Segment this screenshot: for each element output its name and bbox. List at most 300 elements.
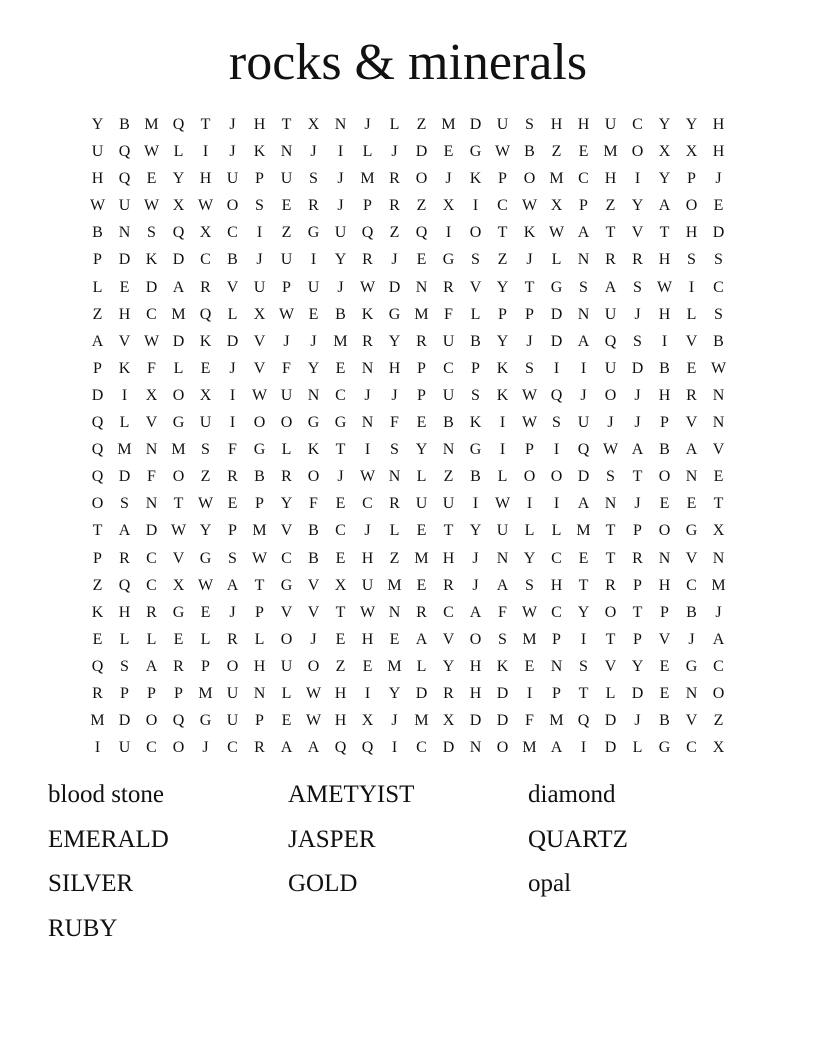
grid-letter: N xyxy=(307,386,320,404)
grid-letter: R xyxy=(362,332,373,350)
grid-letter: B xyxy=(659,359,670,377)
grid-letter: F xyxy=(309,495,318,513)
grid-letter: P xyxy=(687,170,696,188)
grid-letter: U xyxy=(442,332,455,350)
grid-letter: G xyxy=(172,414,185,432)
grid-letter: S xyxy=(120,495,129,513)
grid-letter: A xyxy=(307,739,320,757)
grid-letter: V xyxy=(253,359,266,377)
grid-letter: V xyxy=(280,603,293,621)
grid-letter: D xyxy=(469,712,482,730)
grid-letter: B xyxy=(308,549,319,567)
grid-letter: U xyxy=(280,657,293,675)
grid-letter: X xyxy=(145,386,158,404)
grid-letter: T xyxy=(200,116,211,133)
grid-letter: H xyxy=(388,359,401,377)
grid-letter: O xyxy=(550,468,563,486)
grid-letter: N xyxy=(388,468,401,486)
grid-letter: J xyxy=(391,143,398,161)
grid-letter: D xyxy=(496,684,509,702)
grid-letter: L xyxy=(173,359,184,377)
grid-letter: Y xyxy=(442,657,455,675)
grid-letter: W xyxy=(305,712,322,730)
grid-letter: D xyxy=(118,712,131,730)
grid-letter: R xyxy=(632,251,643,269)
grid-letter: A xyxy=(91,332,104,350)
grid-letter: O xyxy=(172,386,185,404)
grid-letter: I xyxy=(256,224,263,242)
grid-letter: W xyxy=(197,197,214,215)
grid-letter: M xyxy=(441,116,456,133)
grid-letter: W xyxy=(494,495,511,513)
grid-letter: I xyxy=(337,143,344,161)
grid-letter: L xyxy=(146,630,157,648)
grid-letter: B xyxy=(713,332,724,350)
grid-letter: Q xyxy=(91,414,104,432)
grid-letter: I xyxy=(364,684,371,702)
grid-letter: E xyxy=(416,576,427,594)
grid-letter: U xyxy=(280,251,293,269)
grid-letter: E xyxy=(92,630,103,648)
grid-letter: S xyxy=(579,657,588,675)
grid-letter: D xyxy=(712,224,725,242)
grid-letter: C xyxy=(551,603,562,621)
grid-letter: R xyxy=(281,468,292,486)
grid-letter: I xyxy=(580,630,587,648)
grid-letter: Q xyxy=(172,224,185,242)
grid-letter: J xyxy=(391,712,398,730)
grid-letter: U xyxy=(415,495,428,513)
grid-letter: C xyxy=(443,359,454,377)
grid-letter: I xyxy=(364,441,371,459)
grid-letter: K xyxy=(253,143,266,161)
grid-letter: Y xyxy=(496,332,509,350)
grid-letter: U xyxy=(577,414,590,432)
grid-letter: H xyxy=(253,657,266,675)
grid-letter: Y xyxy=(658,116,671,133)
grid-letter: R xyxy=(686,386,697,404)
grid-letter: M xyxy=(522,739,537,757)
grid-letter: R xyxy=(443,278,454,296)
grid-letter: F xyxy=(444,305,453,323)
grid-letter: J xyxy=(229,143,236,161)
grid-letter: A xyxy=(577,332,590,350)
grid-letter: P xyxy=(255,712,264,730)
grid-letter: R xyxy=(227,468,238,486)
grid-letter: H xyxy=(658,251,671,269)
grid-letter: C xyxy=(362,495,373,513)
grid-letter: D xyxy=(415,684,428,702)
grid-letter: J xyxy=(607,414,614,432)
grid-letter: V xyxy=(307,603,320,621)
grid-letter: L xyxy=(686,305,697,323)
grid-letter: Q xyxy=(604,332,617,350)
grid-letter: I xyxy=(526,495,533,513)
grid-letter: L xyxy=(281,441,292,459)
grid-letter: N xyxy=(685,468,698,486)
grid-letter: S xyxy=(579,278,588,296)
grid-letter: B xyxy=(470,332,481,350)
grid-letter: N xyxy=(712,414,725,432)
grid-letter: S xyxy=(390,441,399,459)
grid-letter: H xyxy=(334,712,347,730)
grid-letter: K xyxy=(91,603,104,621)
grid-letter: M xyxy=(603,143,618,161)
grid-letter: W xyxy=(197,576,214,594)
grid-letter: J xyxy=(472,549,479,567)
grid-letter: Q xyxy=(199,305,212,323)
grid-letter: G xyxy=(307,414,320,432)
grid-letter: Z xyxy=(713,712,724,730)
grid-letter: Y xyxy=(469,522,482,540)
grid-letter: G xyxy=(550,278,563,296)
grid-letter: B xyxy=(443,414,454,432)
grid-letter: C xyxy=(200,251,211,269)
grid-letter: O xyxy=(280,414,293,432)
grid-letter: N xyxy=(415,278,428,296)
grid-letter: S xyxy=(309,170,318,188)
grid-letter: B xyxy=(470,468,481,486)
grid-letter: P xyxy=(120,684,129,702)
grid-letter: E xyxy=(335,549,346,567)
grid-letter: X xyxy=(307,116,320,133)
grid-letter: W xyxy=(143,332,160,350)
grid-letter: V xyxy=(685,414,698,432)
grid-letter: M xyxy=(171,305,186,323)
grid-letter: W xyxy=(143,197,160,215)
grid-letter: E xyxy=(200,603,211,621)
grid-letter: L xyxy=(551,522,562,540)
grid-letter: P xyxy=(174,684,183,702)
grid-letter: F xyxy=(228,441,237,459)
grid-letter: X xyxy=(199,224,212,242)
grid-letter: H xyxy=(199,170,212,188)
grid-letter: T xyxy=(713,495,724,513)
grid-letter: J xyxy=(310,332,317,350)
grid-letter: T xyxy=(335,441,346,459)
grid-letter: X xyxy=(685,143,698,161)
grid-letter: J xyxy=(229,116,236,133)
grid-letter: L xyxy=(173,143,184,161)
grid-letter: V xyxy=(658,630,671,648)
grid-letter: A xyxy=(469,603,482,621)
grid-letter: Q xyxy=(361,739,374,757)
grid-letter: R xyxy=(443,576,454,594)
grid-letter: L xyxy=(470,305,481,323)
grid-letter: P xyxy=(660,414,669,432)
grid-letter: P xyxy=(93,359,102,377)
grid-letter: J xyxy=(337,170,344,188)
grid-letter: J xyxy=(364,522,371,540)
grid-letter: J xyxy=(391,386,398,404)
word-list-item: JASPER xyxy=(288,825,376,853)
grid-letter: C xyxy=(335,386,346,404)
grid-letter: W xyxy=(521,603,538,621)
grid-letter: P xyxy=(255,603,264,621)
grid-letter: E xyxy=(281,197,292,215)
grid-letter: R xyxy=(92,684,103,702)
grid-letter: A xyxy=(685,441,698,459)
grid-letter: W xyxy=(143,143,160,161)
grid-letter: U xyxy=(199,414,212,432)
grid-letter: N xyxy=(253,684,266,702)
grid-letter: L xyxy=(416,468,427,486)
grid-letter: U xyxy=(280,386,293,404)
word-list-item: diamond xyxy=(528,781,616,808)
grid-letter: Y xyxy=(631,657,644,675)
grid-letter: W xyxy=(602,441,619,459)
grid-letter: F xyxy=(390,414,399,432)
grid-letter: L xyxy=(497,468,508,486)
grid-letter: J xyxy=(715,170,722,188)
grid-letter: P xyxy=(660,603,669,621)
grid-letter: G xyxy=(253,441,266,459)
grid-letter: Q xyxy=(118,143,131,161)
grid-letter: A xyxy=(415,630,428,648)
grid-letter: E xyxy=(659,684,670,702)
grid-letter: N xyxy=(280,143,293,161)
grid-letter: C xyxy=(146,739,157,757)
grid-letter: L xyxy=(119,414,130,432)
grid-letter: N xyxy=(469,739,482,757)
grid-letter: I xyxy=(472,197,479,215)
grid-letter: F xyxy=(525,712,534,730)
grid-letter: T xyxy=(524,278,535,296)
grid-letter: H xyxy=(712,116,725,133)
grid-letter: A xyxy=(577,224,590,242)
grid-letter: A xyxy=(658,197,671,215)
grid-letter: O xyxy=(91,495,104,513)
grid-letter: R xyxy=(443,684,454,702)
grid-letter: E xyxy=(227,495,238,513)
grid-letter: I xyxy=(688,278,695,296)
grid-letter: I xyxy=(580,359,587,377)
grid-letter: D xyxy=(496,712,509,730)
grid-letter: Q xyxy=(91,468,104,486)
grid-letter: T xyxy=(605,224,616,242)
grid-letter: G xyxy=(442,251,455,269)
grid-letter: U xyxy=(604,359,617,377)
grid-letter: F xyxy=(147,468,156,486)
grid-letter: V xyxy=(172,549,185,567)
grid-letter: M xyxy=(414,305,429,323)
grid-letter: T xyxy=(173,495,184,513)
grid-letter: C xyxy=(713,278,724,296)
grid-letter: G xyxy=(469,143,482,161)
grid-letter: E xyxy=(119,278,130,296)
grid-letter: T xyxy=(92,522,103,540)
grid-letter: D xyxy=(631,359,644,377)
grid-letter: R xyxy=(605,251,616,269)
grid-letter: F xyxy=(282,359,291,377)
grid-letter: D xyxy=(226,332,239,350)
grid-letter: I xyxy=(526,684,533,702)
grid-letter: O xyxy=(307,468,320,486)
grid-letter: K xyxy=(496,359,509,377)
grid-letter: I xyxy=(94,739,101,757)
grid-letter: P xyxy=(633,522,642,540)
grid-letter: P xyxy=(201,657,210,675)
grid-letter: Y xyxy=(658,170,671,188)
grid-letter: O xyxy=(172,739,185,757)
grid-letter: Y xyxy=(523,549,536,567)
grid-letter: C xyxy=(416,739,427,757)
grid-letter: G xyxy=(307,224,320,242)
grid-letter: S xyxy=(471,386,480,404)
grid-letter: O xyxy=(226,657,239,675)
grid-letter: X xyxy=(199,386,212,404)
grid-letter: P xyxy=(228,522,237,540)
grid-letter: D xyxy=(415,143,428,161)
grid-letter: B xyxy=(92,224,103,242)
grid-letter: I xyxy=(391,739,398,757)
grid-letter: K xyxy=(523,224,536,242)
word-list-item: SILVER xyxy=(48,870,134,897)
grid-letter: O xyxy=(523,170,536,188)
grid-letter: D xyxy=(550,332,563,350)
grid-letter: J xyxy=(634,305,641,323)
grid-letter: S xyxy=(255,197,264,215)
grid-letter: V xyxy=(226,278,239,296)
grid-letter: P xyxy=(93,549,102,567)
grid-letter: I xyxy=(553,441,560,459)
grid-letter: J xyxy=(337,278,344,296)
grid-letter: I xyxy=(634,170,641,188)
grid-letter: S xyxy=(552,414,561,432)
grid-letter: I xyxy=(445,224,452,242)
grid-letter: W xyxy=(359,603,376,621)
grid-letter: W xyxy=(278,305,295,323)
grid-letter: R xyxy=(227,630,238,648)
grid-letter: Q xyxy=(577,441,590,459)
word-list-item: AMETYIST xyxy=(288,781,415,808)
grid-letter: Y xyxy=(388,332,401,350)
grid-letter: Z xyxy=(389,549,400,567)
grid-letter: R xyxy=(389,197,400,215)
grid-letter: N xyxy=(577,251,590,269)
grid-letter: E xyxy=(173,630,184,648)
grid-letter: T xyxy=(605,630,616,648)
grid-letter: P xyxy=(552,684,561,702)
grid-letter: S xyxy=(228,549,237,567)
grid-letter: X xyxy=(172,197,185,215)
grid-letter: L xyxy=(632,739,643,757)
grid-letter: E xyxy=(659,495,670,513)
grid-letter: P xyxy=(255,495,264,513)
grid-letter: J xyxy=(634,386,641,404)
grid-letter: O xyxy=(307,657,320,675)
grid-letter: S xyxy=(498,630,507,648)
grid-letter: U xyxy=(496,116,509,133)
grid-letter: B xyxy=(119,116,130,133)
grid-letter: N xyxy=(334,116,347,133)
grid-letter: T xyxy=(659,224,670,242)
grid-letter: H xyxy=(658,576,671,594)
grid-letter: Q xyxy=(172,116,185,133)
grid-letter: P xyxy=(93,251,102,269)
grid-letter: O xyxy=(145,712,158,730)
grid-letter: N xyxy=(496,549,509,567)
grid-letter: M xyxy=(198,684,213,702)
grid-letter: M xyxy=(549,170,564,188)
grid-letter: J xyxy=(445,170,452,188)
grid-letter: I xyxy=(202,143,209,161)
grid-letter: Y xyxy=(307,359,320,377)
grid-letter: C xyxy=(551,549,562,567)
grid-letter: Y xyxy=(388,684,401,702)
grid-letter: J xyxy=(202,739,209,757)
grid-letter: B xyxy=(659,712,670,730)
grid-letter: Y xyxy=(496,278,509,296)
grid-letter: E xyxy=(335,495,346,513)
grid-letter: B xyxy=(308,522,319,540)
grid-letter: D xyxy=(91,386,104,404)
grid-letter: X xyxy=(712,522,725,540)
grid-letter: P xyxy=(579,197,588,215)
grid-letter: E xyxy=(578,143,589,161)
grid-letter: I xyxy=(121,386,128,404)
grid-letter: P xyxy=(363,197,372,215)
grid-letter: N xyxy=(361,414,374,432)
grid-letter: V xyxy=(685,712,698,730)
grid-letter: N xyxy=(361,359,374,377)
grid-letter: O xyxy=(280,630,293,648)
grid-letter: R xyxy=(416,603,427,621)
grid-letter: F xyxy=(498,603,507,621)
grid-letter: H xyxy=(658,386,671,404)
grid-letter: V xyxy=(145,414,158,432)
grid-letter: W xyxy=(548,224,565,242)
grid-letter: K xyxy=(496,657,509,675)
grid-letter: J xyxy=(391,251,398,269)
grid-letter: M xyxy=(387,576,402,594)
grid-letter: J xyxy=(580,386,587,404)
grid-letter: I xyxy=(499,441,506,459)
grid-letter: U xyxy=(226,712,239,730)
grid-letter: M xyxy=(90,712,105,730)
grid-letter: X xyxy=(712,739,725,757)
grid-letter: V xyxy=(631,224,644,242)
grid-letter: D xyxy=(118,251,131,269)
grid-letter: M xyxy=(549,712,564,730)
grid-letter: Z xyxy=(416,116,427,133)
grid-letter: W xyxy=(197,495,214,513)
grid-letter: U xyxy=(226,170,239,188)
grid-letter: X xyxy=(253,305,266,323)
grid-letter: T xyxy=(497,224,508,242)
grid-letter: P xyxy=(498,305,507,323)
grid-letter: C xyxy=(686,739,697,757)
grid-letter: N xyxy=(658,549,671,567)
grid-letter: J xyxy=(526,332,533,350)
grid-letter: X xyxy=(550,197,563,215)
grid-letter: V xyxy=(604,657,617,675)
grid-letter: B xyxy=(227,251,238,269)
grid-letter: D xyxy=(577,468,590,486)
grid-letter: E xyxy=(335,630,346,648)
grid-letter: G xyxy=(334,414,347,432)
grid-letter: T xyxy=(443,522,454,540)
grid-letter: A xyxy=(280,739,293,757)
grid-letter: E xyxy=(416,251,427,269)
grid-letter: T xyxy=(578,576,589,594)
grid-letter: M xyxy=(414,712,429,730)
grid-letter: P xyxy=(552,630,561,648)
grid-letter: J xyxy=(256,251,263,269)
grid-letter: V xyxy=(442,630,455,648)
grid-letter: O xyxy=(253,414,266,432)
grid-letter: E xyxy=(308,305,319,323)
